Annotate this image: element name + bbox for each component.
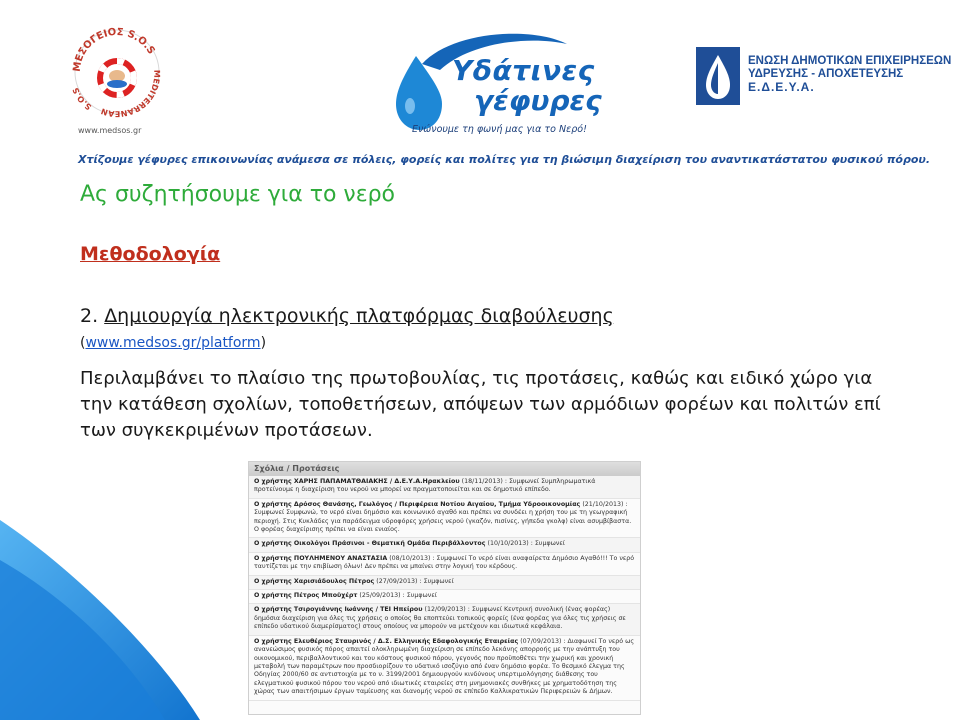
comment-author: Ο χρήστης Πέτρος Μποϋχέρτ bbox=[254, 592, 358, 600]
comments-list bbox=[249, 476, 640, 701]
comment-entry bbox=[249, 476, 640, 499]
comment-text: (25/09/2013) : Συμφωνεί bbox=[359, 592, 437, 600]
comment-text: (08/10/2013) : Συμφωνεί Το νερό είναι αναφαίρετα Δημόσιο Αγαθό!!! Το νερό ταυτίζεται με την επιβίωση όλων! Δεν πρέπει να μπαίνει στην λογική του κέρδους. bbox=[254, 554, 635, 571]
edeya-line1: ΕΝΩΣΗ ΔΗΜΟΤΙΚΩΝ ΕΠΙΧΕΙΡΗΣΕΩΝ bbox=[748, 55, 952, 67]
center-logo-line2: γέφυρες bbox=[474, 84, 602, 117]
svg-text:MEDITERRANEAN: MEDITERRANEAN bbox=[99, 69, 162, 119]
center-logo-line1: Υδάτινες bbox=[452, 54, 595, 87]
slide-title: Ας συζητήσουμε για το νερό bbox=[80, 182, 396, 207]
comment-text: (07/09/2013) : Διαφωνεί Το νερό ως ανανεώσιμος φυσικός πόρος απαιτεί ολοκληρωμένη διαχείριση σε επίπεδο λεκάνης απορροής με την ανάπτυξη του οικονομικού, περιβαλλοντικού και του κόστους φυσικού πόρου, γεγονός που προϋποθέτει την χωρική και χρονική μεταβολή των παραμέτρων που προσδιορίζουν το υδατικό ισοζύγιο από έναν δημόσιο φορέα. Το θεσμικό έλεγμα της Οδηγίας 2000/60 σε αντιστοιχία με το ν. 3199/2001 δημιουργούν κινδύνους υπερτιμολόγησης διάθεσης του ελεγματικού φυσικού πόρου του νερού από ιδιωτικές εταιρείες στη μνημονιακές συνθήκες με χρηματοδότηση της χώρας των απαιτήσιμων έργων ταμίευσης και διανομής νερού σε επίπεδο Καλλικρατικών Περιφερειών & Δήμων. bbox=[254, 637, 635, 696]
description: Περιλαμβάνει το πλαίσιο της πρωτοβουλίας, τις προτάσεις, καθώς και ειδικό χώρο για την κατάθεση σχολίων, τοποθετήσεων, απόψεων των αρμόδιων φορέων και πολιτών επί των συγκεκριμένων προτάσεων. bbox=[80, 368, 881, 441]
comment-entry bbox=[249, 538, 640, 552]
point-heading bbox=[80, 305, 614, 327]
comment-author: Ο χρήστης Ελευθέριος Σταυρινός / Δ.Σ. Ελληνικής Εδαφολογικής Εταιρείας bbox=[254, 637, 519, 645]
center-logo-tagline: Ενώνουμε τη φωνή μας για το Νερό! bbox=[412, 124, 587, 135]
comment-author: Ο χρήστης Δρόσος Θανάσης, Γεωλόγος / Περιφέρεια Νοτίου Αιγαίου, Τμήμα Υδροοικονομίας bbox=[254, 500, 581, 508]
medsos-url: www.medsos.gr bbox=[78, 126, 142, 135]
point-number: 2. bbox=[80, 305, 99, 327]
svg-text:S.O.S: S.O.S bbox=[71, 86, 94, 112]
platform-link[interactable]: www.medsos.gr/platform bbox=[85, 335, 261, 351]
comment-text: (27/09/2013) : Συμφωνεί bbox=[376, 577, 454, 585]
link-open-paren: ( bbox=[80, 335, 86, 351]
edeya-line3: Ε.Δ.Ε.Υ.Α. bbox=[748, 80, 815, 94]
comment-author: Ο χρήστης Χαρισιάδουλος Πέτρος bbox=[254, 577, 375, 585]
platform-link-line bbox=[80, 335, 266, 351]
comment-author: Ο χρήστης ΠΟΥΛΗΜΕΝΟΥ ΑΝΑΣΤΑΣΙΑ bbox=[254, 554, 388, 562]
comment-text: (12/09/2013) : Συμφωνεί Κεντρική συνολική (ένας φορέας) δημόσια διαχείριση για όλες τις χρήσεις ο οποίος θα εποπτεύει τοπικούς φορείς (ένα φορέας για όλες τις χρήσεις σε επίπεδο υδατικού διαμερίσματος) στους οποίους να μπορούν να μετέχουν και ιδιωτικά κεφάλαια. bbox=[254, 606, 626, 631]
comments-panel bbox=[248, 461, 641, 715]
header-tagline: Χτίζουμε γέφυρες επικοινωνίας ανάμεσα σε πόλεις, φορείς και πολίτες για τη βιώσιμη διαχείριση του αναντικατάστατου φυσικού πόρου. bbox=[78, 153, 931, 166]
link-close-paren: ) bbox=[260, 335, 267, 351]
comments-panel-header: Σχόλια / Προτάσεις bbox=[249, 462, 640, 476]
comment-entry bbox=[249, 590, 640, 604]
medsos-logo bbox=[62, 20, 172, 138]
comment-author: Ο χρήστης Τσιρογιάννης Ιωάννης / ΤΕΙ Ηπείρου bbox=[254, 606, 423, 614]
comment-entry bbox=[249, 499, 640, 539]
comment-text: (21/10/2013) : Συμφωνεί Συμφωνώ, το νερό είναι δημόσιο και κοινωνικό αγαθό και πρέπει να συνδέει η χρήση του με τη γεωγραφική περιοχή. Στις Κυκλάδες για παράδειγμα υδροφόρες χρήσεις νερού (γκαζόν, πισίνες, γήπεδα γκολφ) είναι ασυμβίβαστα. Ο φορέας διαχείρισης πρέπει να είναι ενιαίος. bbox=[254, 500, 632, 534]
comment-entry bbox=[249, 636, 640, 701]
comment-entry bbox=[249, 604, 640, 635]
comment-text: (10/10/2013) : Συμφωνεί bbox=[487, 540, 565, 548]
section-title: Μεθοδολογία bbox=[80, 243, 221, 265]
svg-text:ΜΕΣΟΓΕΙΟΣ S.O.S: ΜΕΣΟΓΕΙΟΣ S.O.S bbox=[71, 26, 157, 73]
comment-author: Ο χρήστης ΧΑΡΗΣ ΠΑΠΑΜΑΤΘΑΙΑΚΗΣ / Δ.Ε.Υ.Α.Ηρακλείου bbox=[254, 478, 460, 485]
edeya-line2: ΥΔΡΕΥΣΗΣ - ΑΠΟΧΕΤΕΥΣΗΣ bbox=[748, 68, 904, 80]
edeya-logo bbox=[696, 47, 740, 105]
comment-entry bbox=[249, 553, 640, 576]
comment-entry bbox=[249, 576, 640, 590]
point-title: Δημιουργία ηλεκτρονικής πλατφόρμας διαβούλευσης bbox=[104, 305, 614, 327]
edeya-name bbox=[748, 55, 951, 94]
comment-author: Ο χρήστης Οικολόγοι Πράσινοι - Θεματική Ομάδα Περιβάλλοντος bbox=[254, 540, 486, 548]
comment-text: (18/11/2013) : Συμφωνεί Συμπληρωματικά προτείνουμε η διαχείριση του νερού να μπορεί να πραγματοποιείται και σε δημοτικό επίπεδο. bbox=[254, 478, 596, 494]
